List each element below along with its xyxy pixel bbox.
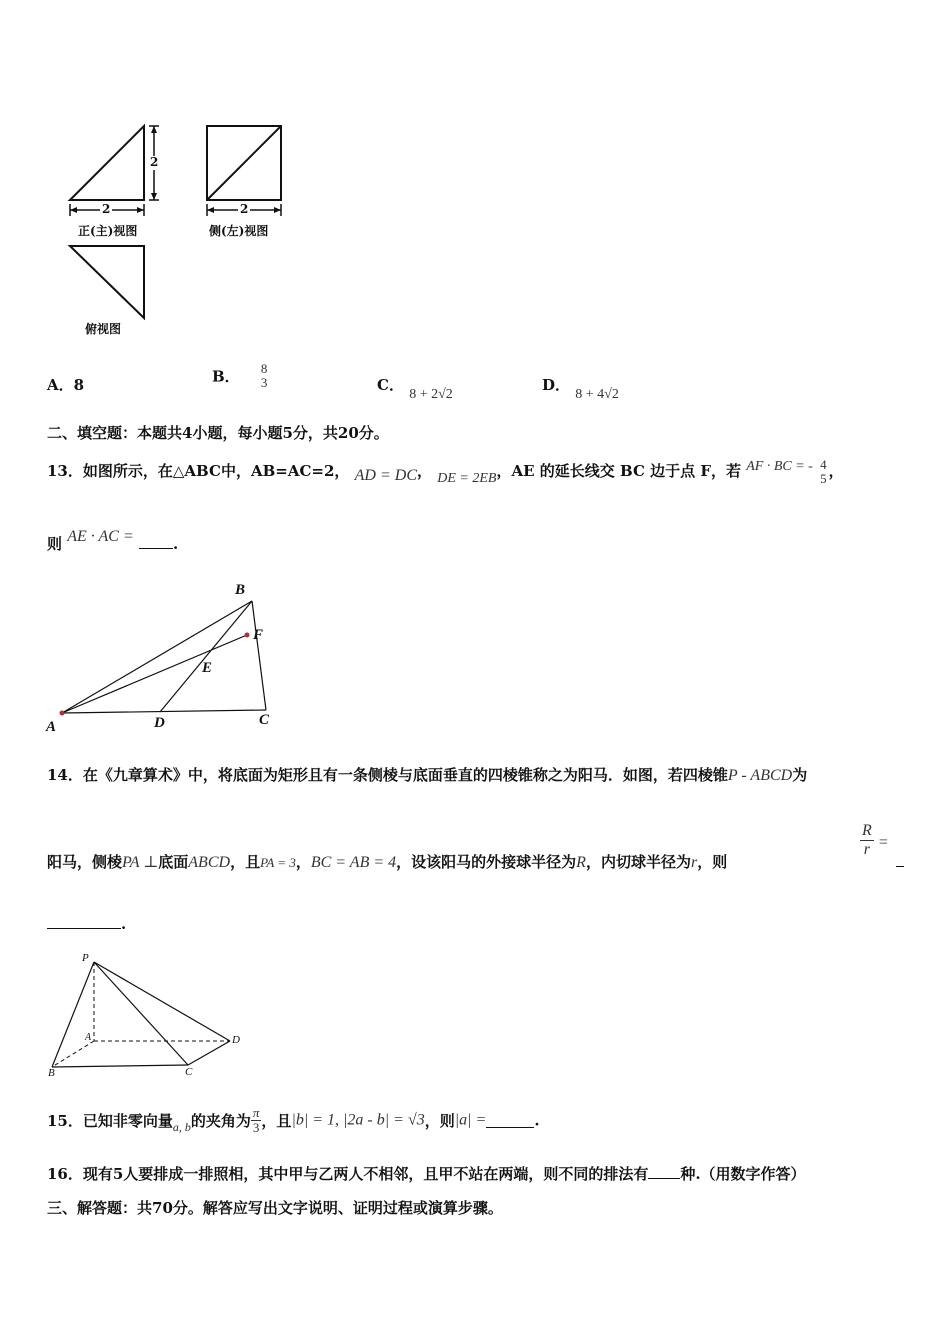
q14-answer-blank[interactable]: [47, 914, 121, 929]
q16-text-a: 现有5人要排成一排照相，其中甲与乙两人不相邻，且甲不站在两端，则不同的排法有: [82, 1165, 649, 1183]
q13-line2-prefix: 则: [47, 535, 63, 553]
q15-frac-den: 3: [252, 1120, 260, 1135]
q15-expr-conditions: |b| = 1, |2a - b| = √3: [291, 1111, 425, 1129]
q13-frac-den: 5: [820, 471, 827, 486]
q13-triangle-drawing: [40, 582, 290, 742]
q13-line2: [47, 525, 179, 553]
q13-number: 13．: [47, 462, 83, 480]
q15-text-b: 的夹角为: [190, 1112, 251, 1130]
three-view-figure: [60, 118, 290, 343]
option-b-fraction: [259, 362, 270, 390]
option-b-denominator: 3: [260, 375, 268, 390]
option-d-value: 8 + 4√2: [575, 387, 619, 402]
q14-fraction: [860, 822, 888, 859]
q13-expr-af-bc: AF · BC = -: [746, 459, 813, 474]
q13-frac-num: 4: [820, 457, 827, 472]
q15-fraction: [251, 1106, 262, 1135]
q14-label-d: D: [232, 1034, 240, 1046]
q14-l2b: 底面: [158, 853, 189, 871]
q14-label-p: P: [82, 952, 89, 964]
option-b-numerator: 8: [260, 361, 268, 376]
top-view-label: 俯视图: [85, 322, 122, 336]
q14-line3-end: .: [121, 915, 127, 933]
q15-vectors: a, b: [172, 1120, 191, 1134]
q14-label-c: C: [185, 1066, 193, 1078]
q14-line3: [47, 914, 126, 933]
front-view-triangle: [70, 126, 144, 200]
q14-l2d: ，: [295, 853, 311, 871]
option-a[interactable]: [47, 374, 84, 395]
q14-frac-den: r: [863, 841, 870, 858]
q13-line1: [47, 458, 844, 486]
q14-expr-pa-perp: PA ⊥: [122, 854, 159, 871]
q14-expr-pabcd: P - ABCD: [727, 767, 793, 784]
top-view-triangle: [70, 246, 144, 318]
height-dim-label: 2: [150, 155, 159, 169]
q14-expr-bc-ab: BC = AB = 4: [310, 854, 397, 871]
side-width-dim-label: 2: [240, 202, 249, 216]
q13-label-d: D: [154, 715, 165, 731]
q14-line1-text: 在《九章算术》中，将底面为矩形且有一条侧棱与底面垂直的四棱锥称之为阳马．如图，若四棱锥: [82, 766, 728, 784]
q14-expr-pa3: PA = 3: [260, 855, 296, 870]
q14-l2g: ，则: [697, 853, 728, 871]
option-a-letter: A．: [47, 376, 74, 394]
q14-line2: [47, 851, 727, 872]
q13-label-a: A: [46, 719, 57, 735]
option-a-value: 8: [73, 376, 85, 394]
option-c-letter: C．: [377, 376, 404, 394]
q13-intro: 如图所示，在△ABC中，AB=AC=2，: [82, 462, 350, 480]
q14-pyramid-drawing: [40, 952, 250, 1082]
q13-sep1: ，: [417, 462, 433, 480]
q13-expr-de-eb: DE = 2EB: [437, 471, 497, 486]
q14-frac-num: R: [862, 822, 872, 839]
q14-l2e: ，设该阳马的外接球半径为: [396, 853, 577, 871]
q14-label-b: B: [48, 1067, 55, 1079]
q15-end: .: [534, 1111, 540, 1130]
side-view-label: 侧(左)视图: [209, 224, 269, 238]
q16-text-b: 种.（用数字作答）: [680, 1165, 806, 1183]
q14-line1: [47, 764, 807, 785]
q15-text-c: ，且: [261, 1112, 292, 1130]
q13-fraction: [818, 458, 829, 486]
q13-mid: ，AE 的延长线交 BC 边于点 F，若: [496, 462, 741, 480]
q15-expr-abs-a: |a| =: [454, 1111, 487, 1129]
q16-line: [47, 1163, 806, 1184]
q15-number: 15．: [47, 1112, 83, 1130]
q14-pyramid-figure: [40, 952, 250, 1082]
q14-number: 14．: [47, 766, 83, 784]
q13-label-f: F: [253, 627, 264, 643]
q14-equals: =: [878, 834, 888, 851]
q13-label-b: B: [235, 582, 246, 598]
q15-text-d: ，则: [424, 1112, 455, 1130]
section-2-heading: 二、填空题：本题共4小题，每小题5分，共20分。: [47, 424, 389, 442]
q15-frac-num: π: [252, 1105, 260, 1120]
q13-line2-end: .: [172, 535, 179, 553]
q13-end: ，: [828, 462, 844, 480]
option-c[interactable]: [377, 374, 453, 402]
front-view-label: 正(主)视图: [78, 224, 138, 238]
q14-frac-r: [860, 822, 874, 859]
q15-line: [47, 1106, 540, 1135]
option-d[interactable]: [542, 374, 619, 402]
q16-number: 16．: [47, 1165, 83, 1183]
q14-l2c: ，且: [230, 853, 261, 871]
q13-label-e: E: [202, 660, 213, 676]
option-b[interactable]: [212, 362, 269, 390]
q15-answer-blank[interactable]: [486, 1113, 534, 1128]
option-c-value: 8 + 2√2: [409, 387, 453, 402]
q14-r: r: [690, 854, 698, 871]
option-d-letter: D．: [542, 376, 571, 394]
q14-line1-end: 为: [792, 766, 808, 784]
q15-text-a: 已知非零向量: [82, 1112, 173, 1130]
q16-answer-blank[interactable]: [648, 1164, 680, 1179]
q14-answer-blank-tail[interactable]: [896, 852, 904, 867]
q13-label-c: C: [259, 712, 270, 728]
section-3-heading: 三、解答题：共70分。解答应写出文字说明、证明过程或演算步骤。: [47, 1199, 503, 1217]
q13-expr-ad-dc: AD = DC: [354, 467, 418, 484]
front-width-dim-label: 2: [102, 202, 111, 216]
q14-l2a: 阳马，侧棱: [47, 853, 123, 871]
q13-triangle-figure: [40, 582, 290, 742]
q14-label-a: A: [85, 1032, 92, 1043]
q14-expr-abcd: ABCD: [188, 854, 231, 871]
q14-l2f: ，内切球半径为: [585, 853, 691, 871]
option-b-letter: B．: [212, 367, 240, 386]
q13-answer-blank[interactable]: [139, 534, 173, 549]
q13-expr-ae-ac: AE · AC =: [67, 528, 134, 545]
q14-R: R: [576, 854, 586, 871]
